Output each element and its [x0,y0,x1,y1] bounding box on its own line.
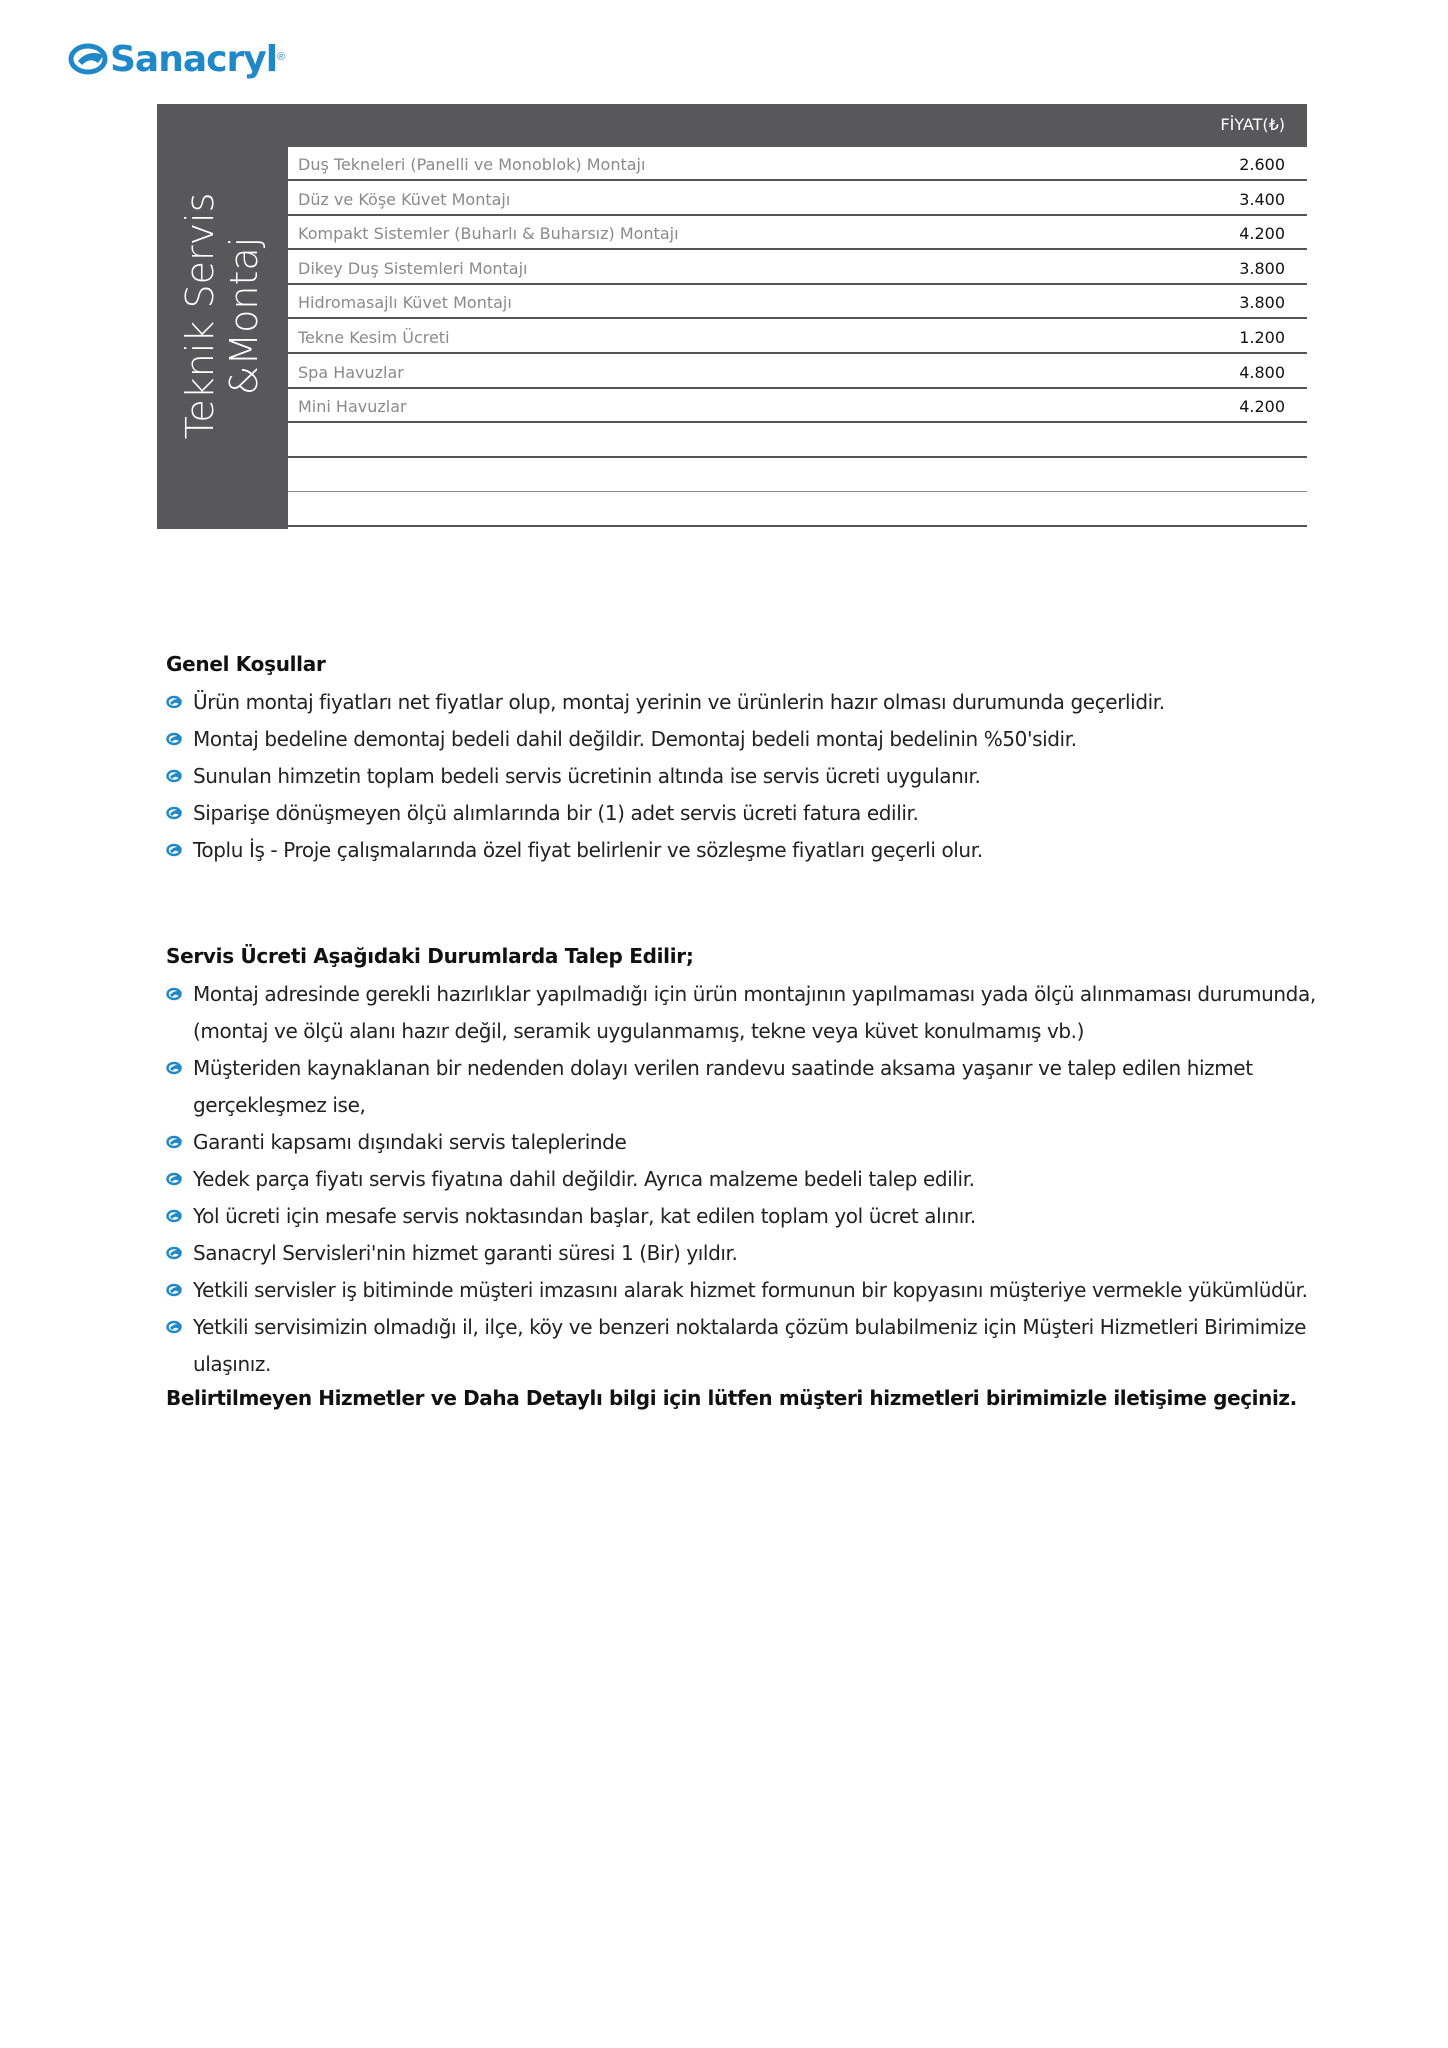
row-price: 3.800 [1239,258,1285,278]
row-label: Spa Havuzlar [298,362,404,382]
row-label: Dikey Duş Sistemleri Montajı [298,258,528,278]
list-item [166,795,1356,832]
row-label: Tekne Kesim Ücreti [298,327,450,347]
side-title-line-1: Teknik Servis [178,192,222,440]
service-fee-title: Servis Ücreti Aşağıdaki Durumlarda Talep Edilir; [166,944,694,968]
list-item [166,976,1356,1050]
table-row [288,147,1307,181]
general-conditions-list [166,684,1356,869]
bullet-logo-icon [166,694,184,710]
bullet-logo-icon [166,1171,184,1187]
brand-name: Sanacryl [110,38,278,80]
list-item [166,1198,1356,1235]
row-label: Düz ve Köşe Küvet Montajı [298,189,511,209]
row-label: Mini Havuzlar [298,397,407,417]
brand-registered-mark: ® [277,51,286,63]
row-label: Kompakt Sistemler (Buharlı & Buharsız) Montajı [298,224,679,244]
bullet-logo-icon [166,842,184,858]
table-row-empty [288,458,1307,492]
table-row-empty [288,424,1307,458]
list-item [166,1161,1356,1198]
brand-logo [68,34,285,84]
row-label: Duş Tekneleri (Panelli ve Monoblok) Montajı [298,155,646,174]
list-item-text: Sunulan himzetin toplam bedeli servis ücretinin altında ise servis ücreti uygulanır. [193,764,981,788]
general-conditions-title: Genel Koşullar [166,652,326,676]
table-header-bar [288,104,1307,147]
list-item-text: Siparişe dönüşmeyen ölçü alımlarında bir (1) adet servis ücreti fatura edilir. [193,801,919,825]
list-item [166,1124,1356,1161]
row-price: 4.200 [1239,224,1285,244]
list-item-text: Sanacryl Servisleri'nin hizmet garanti süresi 1 (Bir) yıldır. [193,1241,738,1265]
list-item [166,758,1356,795]
list-item-text: Yetkili servisler iş bitiminde müşteri imzasını alarak hizmet formunun bir kopyasını müşteriye vermekle yükümlüdür. [193,1278,1308,1302]
row-price: 3.400 [1239,189,1285,209]
bullet-logo-icon [166,1060,184,1076]
bullet-logo-icon [166,1208,184,1224]
list-item-text: Ürün montaj fiyatları net fiyatlar olup, montaj yerinin ve ürünlerin hazır olması durumunda geçerlidir. [193,690,1165,714]
list-item-text: Yedek parça fiyatı servis fiyatına dahil değildir. Ayrıca malzeme bedeli talep edilir. [193,1167,975,1191]
sanacryl-logo-icon [68,41,110,77]
table-row [288,355,1307,389]
row-price: 1.200 [1239,327,1285,347]
table-row [288,389,1307,423]
list-item [166,1272,1356,1309]
service-fee-list [166,976,1356,1383]
bullet-logo-icon [166,1319,184,1335]
list-item [166,684,1356,721]
service-fee-section [166,944,1356,1383]
list-item [166,832,1356,869]
table-side-title [178,193,266,440]
row-price: 3.800 [1239,293,1285,313]
table-rows [288,147,1307,528]
table-row [288,182,1307,216]
list-item [166,1309,1356,1383]
bullet-logo-icon [166,1245,184,1261]
list-item [166,721,1356,758]
row-price: 4.200 [1239,397,1285,417]
list-item-text: Yol ücreti için mesafe servis noktasından başlar, kat edilen toplam yol ücret alınır. [193,1204,976,1228]
list-item [166,1235,1356,1272]
table-row [288,251,1307,285]
list-item-text: Yetkili servisimizin olmadığı il, ilçe, köy ve benzeri noktalarda çözüm bulabilmeniz için Müşteri Hizmetleri Birimimize ulaşınız. [193,1315,1307,1376]
table-row-empty [288,493,1307,527]
side-title-line-2: &Montaj [222,236,266,396]
list-item-text: Toplu İş - Proje çalışmalarında özel fiyat belirlenir ve sözleşme fiyatları geçerli olur. [193,838,983,862]
row-price: 2.600 [1239,155,1285,174]
general-conditions-section [166,652,1356,869]
row-label: Hidromasajlı Küvet Montajı [298,293,512,313]
price-table [157,104,1307,529]
table-row [288,320,1307,354]
bullet-logo-icon [166,1134,184,1150]
bullet-logo-icon [166,1282,184,1298]
bullet-logo-icon [166,731,184,747]
list-item-text: Müşteriden kaynaklanan bir nedenden dolayı verilen randevu saatinde aksama yaşanır ve talep edilen hizmet gerçekleşmez ise, [193,1056,1253,1117]
table-side-block [157,104,288,529]
row-price: 4.800 [1239,362,1285,382]
bullet-logo-icon [166,768,184,784]
list-item-text: Montaj adresinde gerekli hazırlıklar yapılmadığı için ürün montajının yapılmaması yada ölçü alınmaması durumunda, (montaj ve ölçü alanı hazır değil, seramik uygulanmamış, tekne veya küvet konulmamış vb.) [193,982,1316,1043]
bullet-logo-icon [166,986,184,1002]
footer-note: Belirtilmeyen Hizmetler ve Daha Detaylı bilgi için lütfen müşteri hizmetleri birimimizle iletişime geçiniz. [166,1386,1297,1410]
list-item-text: Montaj bedeline demontaj bedeli dahil değildir. Demontaj bedeli montaj bedelinin %50'sidir. [193,727,1077,751]
price-column-header: FİYAT(₺) [1220,115,1285,134]
list-item-text: Garanti kapsamı dışındaki servis taleplerinde [193,1130,627,1154]
table-row [288,285,1307,319]
list-item [166,1050,1356,1124]
bullet-logo-icon [166,805,184,821]
table-row [288,216,1307,250]
